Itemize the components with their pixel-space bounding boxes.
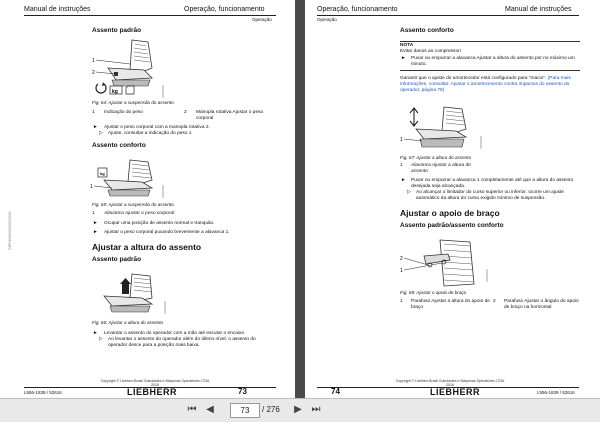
legend-2-num: 2 [493,299,496,304]
legend-1-text: Alavanca Ajustar o peso corporal [104,211,175,216]
section-heading: Ajustar a altura do assento [92,242,202,252]
note-rule [400,70,580,71]
instruction-text: Ajustar o peso corporal puxando brevemente a alavanca 1. [104,230,230,235]
rotate-icon [96,84,106,93]
header-section: Operação, funcionamento [317,6,398,13]
seat-weight-illustration [90,38,172,100]
paragraph-text: Garantir que o ajuste do amortecedor está configurado para "macio". [400,76,547,81]
liebherr-logo: LIEBHERR [430,387,481,397]
legend-1-num: 1 [400,299,403,304]
doc-id: L556-1839 / 52616 [537,390,575,395]
liebherr-logo: LIEBHERR [127,387,178,397]
result-text: Ao alcançar o limitador do curso superior ou inferior, ocorre um ajuste automático da altura do curso exigido mínimo de suspensão. [416,190,564,201]
paragraph [400,76,580,94]
right-page [305,0,600,398]
fig66-caption: Fig. 66: Ajustar a altura do assento [92,320,164,325]
legend-2-text: Manopla rotativa Ajustar o peso corporal [196,110,264,121]
svg-text:G00000000: G00000000 [486,268,489,282]
page-total: / 276 [262,405,280,414]
legend-1-num: 1 [92,211,95,216]
instruction-marker: ► [401,178,406,183]
legend-1-text: Parafuso Ajustar a altura do apoio de braço [411,299,490,310]
legend-2-text: Parafuso Ajustar o ângulo do apoio de braço na horizontal [504,299,579,310]
legend-1-num: 1 [400,163,403,168]
armrest-illustration [400,238,500,290]
legend-1-num: 1 [92,110,95,115]
section-title: Assento conforto [92,142,146,149]
header-rule [317,15,579,16]
section-title: Assento padrão [92,256,142,263]
instruction-marker: ► [93,221,98,226]
page-number: 73 [238,387,247,396]
instruction-text: Puxar ou empurrar a alavanca 1 completamente até que a altura do assento desejada seja alcançada. [411,178,574,189]
reference-link[interactable]: (Para mais informações, consultar: Ajustar o amortecimento contra impactos do assento do operador, página 78) [400,76,571,93]
note-label: NOTA [400,43,414,48]
fig67-label-1: 1 [400,137,403,143]
side-code: GRP0000000000000000 [8,211,12,250]
fig68-label-2: 2 [400,256,403,262]
fig64-label-2: 2 [92,70,95,76]
section-title: Assento padrão/assento conforto [400,222,504,229]
fig68-label-1: 1 [400,268,403,274]
instruction-marker: ► [93,230,98,235]
svg-text:G00000000: G00000000 [164,300,167,314]
lift-arrow-icon [122,284,129,294]
seat-height-illustration [92,270,174,318]
copyright: Copyright © Liebherr-Brasil Guindastes e Máquinas Operatrizes LTDA 2016 [395,379,505,387]
svg-text:G00000000: G00000000 [480,135,483,149]
instruction-text: Ajustar o peso corporal com a manopla rotativa 2. [104,125,210,130]
left-page [0,0,295,398]
previous-page-button[interactable]: ◀ [206,404,214,415]
header-rule [24,15,276,16]
svg-text:G00000000: G00000000 [162,84,165,98]
instruction-text: Ocupar uma posição de assento normal e tranquila. [104,221,215,226]
page-number-input[interactable]: 73 [230,403,260,418]
fig65-caption: Fig. 65: Ajustar a suspensão do assento [92,202,174,207]
fig65-label-1: 1 [90,184,93,190]
section-title: Assento conforto [400,27,454,34]
instruction-marker: ► [93,125,98,130]
legend-2-num: 2 [184,110,187,115]
svg-text:G00000000: G00000000 [162,184,165,198]
result-marker: ▷ [99,337,103,342]
fig64-kg: kg [112,89,118,95]
legend-1-text: Alavanca Ajustar a altura do assento [411,163,471,174]
svg-text:kg: kg [100,171,105,176]
copyright: Copyright © Liebherr-Brasil Guindastes e Máquinas Operatrizes LTDA 2016 [100,379,210,387]
fig64-label-1: 1 [92,58,95,64]
header-title: Manual de instruções [24,6,91,13]
section-heading: Ajustar o apoio de braço [400,208,500,218]
header-sub: Operação [317,17,337,22]
result-text: Ajuste, consultar a indicação do peso 1 [108,131,192,136]
result-marker: ▷ [99,131,103,136]
fig68-caption: Fig. 68: Ajustar o apoio de braço [400,290,467,295]
doc-id: L556-1839 / 52616 [24,390,62,395]
note-instruction: Puxar ou empurrar a alavanca Ajustar a altura do assento por no máximo um minuto. [411,56,575,67]
up-down-arrow-icon [410,108,418,126]
header-sub: Operação [252,17,272,22]
page-number: 74 [331,387,340,396]
note-rule [400,41,580,42]
last-page-button[interactable]: ⏭ [311,404,321,415]
fig67-caption: Fig. 67: Ajustar a altura do assento [400,155,472,160]
first-page-button[interactable]: ⏮ [187,404,197,415]
result-marker: ▷ [407,190,411,195]
comfort-seat-height-illustration [400,103,490,153]
instruction-marker: ► [93,331,98,336]
instruction-marker: ► [401,56,406,61]
header-title: Manual de instruções [505,6,572,13]
note-text: Evitar danos ao compressor! [400,49,462,54]
next-page-button[interactable]: ▶ [294,404,302,415]
fig64-caption: Fig. 64: Ajustar a suspensão do assento [92,100,174,105]
instruction-text: Levantar o assento do operador com a mão até escutar o encaixe. [104,331,246,336]
result-text: Ao levantar o assento do operador além do último nível, o assento do operador desce para a posição mais baixa. [108,337,256,348]
comfort-seat-illustration [90,158,172,200]
header-section: Operação, funcionamento [184,6,265,13]
section-title: Assento padrão [92,27,142,34]
legend-1-text: Indicação do peso [104,110,143,115]
viewer-toolbar [0,398,600,422]
